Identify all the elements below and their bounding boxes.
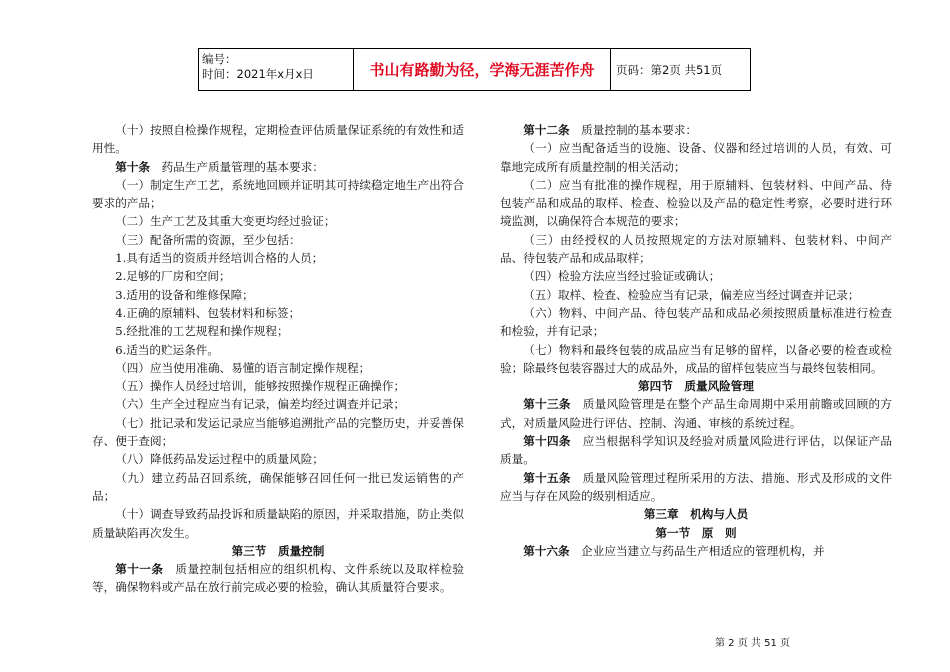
page-footer: 第 2 页 共 51 页 [715, 638, 790, 649]
paragraph: 1.具有适当的资质并经培训合格的人员； [115, 251, 324, 266]
header-page-label: 页码：第2页 共51页 [616, 62, 723, 77]
article-text: 药品生产质量管理的基本要求： [149, 159, 324, 174]
article-paragraph [500, 121, 892, 139]
paragraph: （三）配备所需的资源，至少包括： [115, 232, 301, 247]
right-column [500, 121, 892, 560]
section-heading: 第三章 机构与人员 [643, 507, 749, 522]
paragraph: （六）生产全过程应当有记录，偏差均经过调查并记录； [115, 397, 406, 412]
article-number: 第十六条 [523, 543, 570, 558]
article-text: 应当根据科学知识及经验对质量风险进行评估，以保证产品质量。 [500, 434, 892, 467]
article-number: 第十五条 [523, 470, 571, 485]
article-text: 质量控制包括相应的组织机构、文件系统以及取样检验等，确保物料或产品在放行前完成必要的检验，确认其质量符合要求。 [92, 562, 464, 595]
paragraph: 2.足够的厂房和空间； [115, 269, 231, 284]
paragraph: 3.适用的设备和维修保障； [115, 287, 254, 302]
article-paragraph [500, 469, 892, 506]
section-heading: 第三节 质量控制 [231, 543, 325, 558]
header-motto: 书山有路勤为径，学海无涯苦作舟 [354, 49, 611, 90]
paragraph: （三）由经授权的人员按照规定的方法对原辅料、包装材料、中间产品、待包装产品和成品取样； [500, 232, 892, 266]
article-number: 第十三条 [523, 397, 571, 412]
paragraph: （二）应当有批准的操作规程，用于原辅料、包装材料、中间产品、待包装产品和成品的取样、检查、检验以及产品的稳定性考察，必要时进行环境监测，以确保符合本规范的要求； [500, 177, 892, 229]
paragraph: （五）取样、检查、检验应当有记录，偏差应当经过调查并记录； [523, 287, 860, 302]
article-text: 质量风险管理过程所采用的方法、措施、形式及形成的文件应当与存在风险的级别相适应。 [500, 470, 892, 503]
header-meta-cell [199, 49, 354, 90]
article-text: 质量风险管理是在整个产品生命周期中采用前瞻或回顾的方式，对质量风险进行评估、控制、沟通、审核的系统过程。 [500, 397, 892, 430]
paragraph: （十）调查导致药品投诉和质量缺陷的原因，并采取措施，防止类似质量缺陷再次发生。 [92, 507, 464, 540]
paragraph: 5.经批准的工艺规程和操作规程； [115, 324, 289, 339]
section-heading: 第一节 原 则 [655, 525, 737, 540]
article-number: 第十条 [115, 159, 150, 174]
article-number: 第十四条 [523, 434, 571, 449]
number-label: 编号： [202, 52, 237, 66]
left-column [92, 121, 464, 597]
article-paragraph [500, 542, 892, 560]
paragraph: （七）物料和最终包装的成品应当有足够的留样，以备必要的检查或检验；除最终包装容器过大的成品外，成品的留样包装应当与最终包装相同。 [500, 342, 892, 375]
article-number: 第十二条 [523, 123, 570, 137]
paragraph: （六）物料、中间产品、待包装产品和成品必须按照质量标准进行检查和检验，并有记录； [500, 305, 892, 339]
paragraph: （一）应当配备适当的设施、设备、仪器和经过培训的人员，有效、可靠地完成所有质量控制的相关活动； [500, 141, 892, 174]
paragraph: （五）操作人员经过培训，能够按照操作规程正确操作； [115, 379, 406, 394]
article-paragraph [500, 432, 892, 469]
paragraph: （四）应当使用准确、易懂的语言制定操作规程； [115, 360, 371, 375]
article-paragraph [92, 158, 464, 176]
article-paragraph [500, 395, 892, 432]
paragraph: （九）建立药品召回系统，确保能够召回任何一批已发运销售的产品； [92, 470, 464, 503]
article-paragraph [92, 560, 464, 597]
paragraph: 6.适当的贮运条件。 [115, 342, 219, 357]
paragraph: （七）批记录和发运记录应当能够追溯批产品的完整历史，并妥善保存、便于查阅； [92, 415, 464, 449]
article-text: 质量控制的基本要求： [569, 123, 698, 137]
paragraph: （一）制定生产工艺，系统地回顾并证明其可持续稳定地生产出符合要求的产品； [92, 177, 464, 211]
section-heading: 第四节 质量风险管理 [638, 379, 754, 394]
paragraph: （四）检验方法应当经过验证或确认； [523, 269, 721, 284]
time-label: 时间：2021年x月x日 [202, 67, 314, 81]
article-text: 企业应当建立与药品生产相适应的管理机构，并 [569, 543, 825, 558]
article-number: 第十一条 [115, 562, 164, 577]
page-header-table [198, 48, 751, 91]
paragraph: （八）降低药品发运过程中的质量风险； [115, 452, 324, 467]
paragraph: 4.正确的原辅料、包装材料和标签； [115, 305, 301, 320]
paragraph: （十）按照自检操作规程，定期检查评估质量保证系统的有效性和适用性。 [92, 123, 464, 156]
paragraph: （二）生产工艺及其重大变更均经过验证； [115, 214, 336, 229]
